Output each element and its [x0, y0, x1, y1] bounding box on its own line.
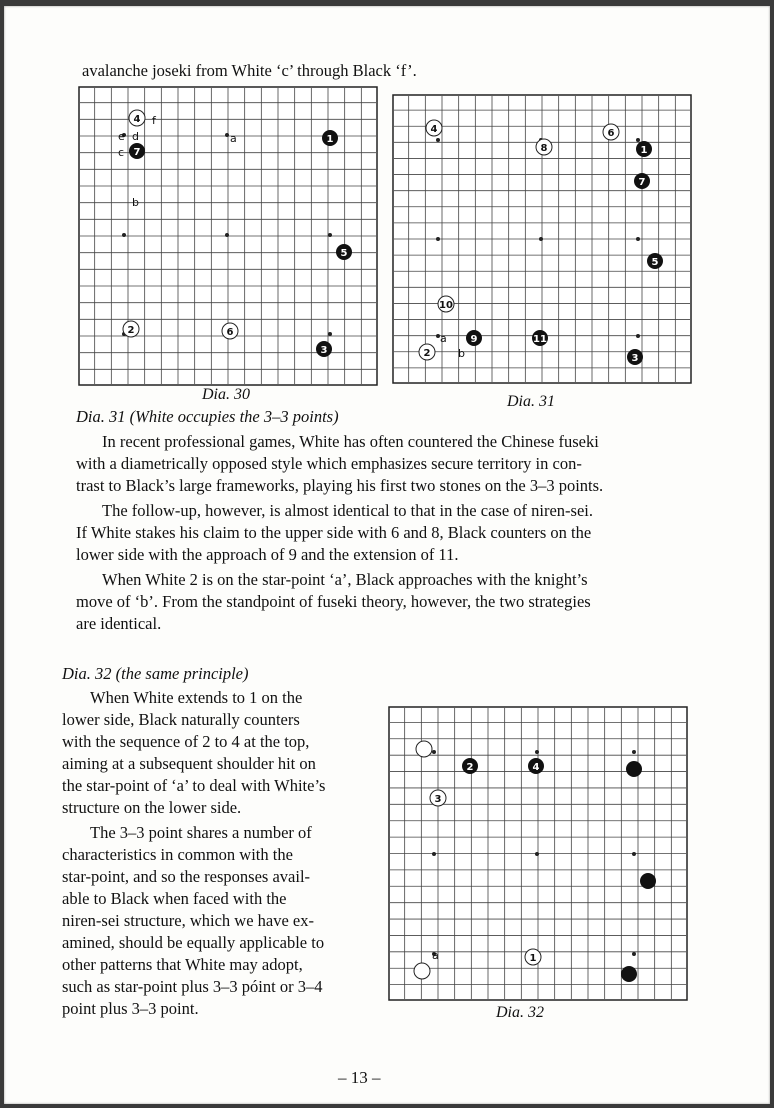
dia30-stone-black-7 — [129, 143, 145, 159]
dia30-letter-e: e — [118, 130, 125, 143]
section32-line: star-point, and so the responses avail- — [62, 867, 311, 886]
dia30-stone-white-6 — [222, 323, 238, 339]
svg-text:5: 5 — [340, 248, 348, 259]
dia31-caption: Dia. 31 — [507, 393, 555, 410]
dia31-letter-b: b — [458, 347, 465, 360]
dia30-letter-a: a — [230, 132, 237, 145]
section31-line: trast to Black’s large frameworks, playing his first two stones on the 3–3 points. — [76, 476, 604, 495]
dia32-stone-white-1 — [525, 949, 541, 965]
dia30-letter-f: f — [152, 114, 156, 127]
dia32-stone-black-4 — [528, 758, 544, 774]
dia31-stone-black-5 — [647, 253, 663, 269]
section31-line: If White stakes his claim to the upper side with 6 and 8, Black counters on the — [76, 523, 592, 542]
section32-line: The 3–3 point shares a number of — [90, 823, 312, 842]
dia30-letter-c: c — [118, 146, 125, 159]
dia31-stone-black-1 — [636, 141, 652, 157]
svg-text:9: 9 — [470, 334, 478, 345]
svg-text:2: 2 — [127, 325, 135, 336]
svg-text:4: 4 — [133, 114, 141, 125]
svg-text:6: 6 — [226, 327, 234, 338]
svg-text:1: 1 — [529, 953, 537, 964]
dia31-letter-a: a — [440, 332, 447, 345]
dia32-stone-black — [626, 761, 642, 777]
dia31-stone-white-8 — [536, 139, 552, 155]
dia30-stone-white-4 — [129, 110, 145, 126]
svg-text:1: 1 — [640, 145, 648, 156]
intro-line: avalanche joseki from White ‘c’ through Black ‘f’. — [82, 61, 417, 80]
dia31-stone-white-6 — [603, 124, 619, 140]
dia30-stone-black-3 — [316, 341, 332, 357]
svg-text:2: 2 — [466, 762, 474, 773]
section32-line: When White extends to 1 on the — [90, 688, 303, 707]
section32-line: characteristics in common with the — [62, 845, 293, 864]
page-number: – 13 – — [338, 1068, 381, 1087]
dia31-stone-white-10 — [438, 296, 454, 312]
svg-text:6: 6 — [607, 128, 615, 139]
dia31-stone-black-7 — [634, 173, 650, 189]
section31-line: with a diametrically opposed style which emphasizes secure territory in con- — [76, 454, 582, 473]
section32-line: point plus 3–3 point. — [62, 999, 199, 1018]
section32-line: niren-sei structure, which we have ex- — [62, 911, 314, 930]
dia31-stone-black-3 — [627, 349, 643, 365]
svg-text:3: 3 — [320, 345, 328, 356]
section31-line: are identical. — [76, 614, 162, 633]
svg-text:3: 3 — [631, 353, 639, 364]
section32-line: aiming at a subsequent shoulder hit on — [62, 754, 316, 773]
svg-text:10: 10 — [439, 300, 453, 311]
dia32-board — [388, 706, 688, 1001]
section32-line: with the sequence of 2 to 4 at the top, — [62, 732, 310, 751]
section31-line: The follow-up, however, is almost identical to that in the case of niren-sei. — [102, 501, 593, 520]
section31-heading: Dia. 31 (White occupies the 3–3 points) — [76, 407, 339, 426]
section32-line: structure on the lower side. — [62, 798, 242, 817]
dia32-stone-white — [414, 963, 430, 979]
section31-line: In recent professional games, White has often countered the Chinese fuseki — [102, 432, 599, 451]
section32-line: such as star-point plus 3–3 póint or 3–4 — [62, 977, 323, 996]
section32-line: other patterns that White may adopt, — [62, 955, 303, 974]
dia32-stone-black — [621, 966, 637, 982]
dia32-stone-black — [640, 873, 656, 889]
svg-text:2: 2 — [423, 348, 431, 359]
svg-text:4: 4 — [430, 124, 438, 135]
section31-line: lower side with the approach of 9 and the extension of 11. — [76, 545, 459, 564]
section32-line: able to Black when faced with the — [62, 889, 287, 908]
dia31-stone-black-11 — [532, 330, 548, 346]
dia31-stone-white-2 — [419, 344, 435, 360]
dia30-caption: Dia. 30 — [202, 386, 250, 403]
svg-text:11: 11 — [533, 334, 547, 345]
dia31-stone-black-9 — [466, 330, 482, 346]
dia30-stone-white-2 — [123, 321, 139, 337]
dia31-board — [392, 94, 692, 384]
dia30-letter-b: b — [132, 196, 139, 209]
svg-text:5: 5 — [651, 257, 659, 268]
svg-text:1: 1 — [326, 134, 334, 145]
dia30-stone-black-1 — [322, 130, 338, 146]
dia30-stone-black-5 — [336, 244, 352, 260]
svg-text:4: 4 — [532, 762, 540, 773]
section32-line: lower side, Black naturally counters — [62, 710, 300, 729]
section32-heading: Dia. 32 (the same principle) — [62, 664, 249, 683]
dia32-stone-black-2 — [462, 758, 478, 774]
dia30-board — [78, 86, 378, 386]
svg-text:7: 7 — [638, 177, 646, 188]
section32-line: the star-point of ‘a’ to deal with White’s — [62, 776, 326, 795]
svg-text:8: 8 — [540, 143, 548, 154]
section32-line: amined, should be equally applicable to — [62, 933, 325, 952]
dia32-stone-white — [416, 741, 432, 757]
dia32-stone-white-3 — [430, 790, 446, 806]
book-page — [4, 6, 770, 1104]
svg-text:7: 7 — [133, 147, 141, 158]
section31-line: When White 2 is on the star-point ‘a’, Black approaches with the knight’s — [102, 570, 588, 589]
dia30-letter-d: d — [132, 130, 139, 143]
svg-text:3: 3 — [434, 794, 442, 805]
dia32-caption: Dia. 32 — [496, 1004, 544, 1021]
dia31-stone-white-4 — [426, 120, 442, 136]
section31-line: move of ‘b’. From the standpoint of fuseki theory, however, the two strategies — [76, 592, 591, 611]
dia32-letter-a: a — [432, 949, 439, 962]
